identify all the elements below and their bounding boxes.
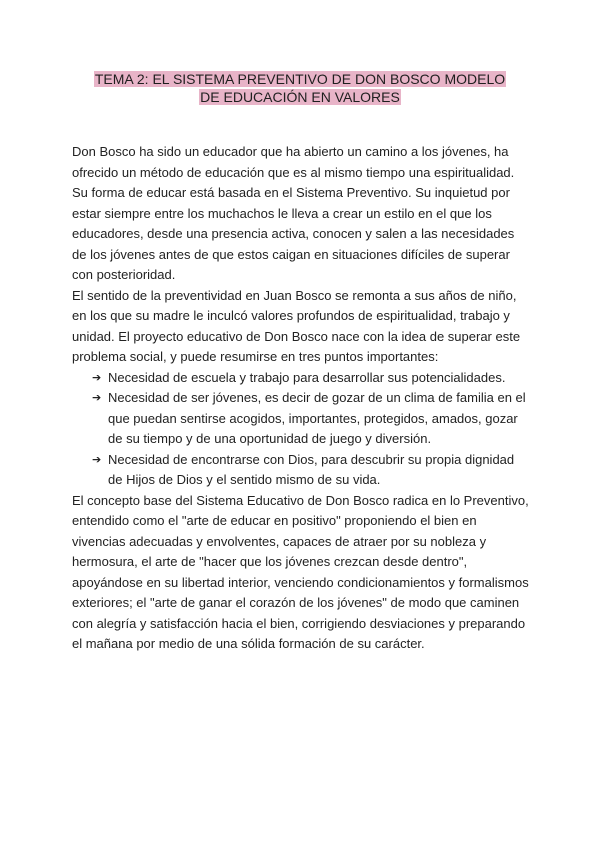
paragraph-intro: Don Bosco ha sido un educador que ha abierto un camino a los jóvenes, ha ofrecido un método de educación que es al mismo tiempo una espiritualidad. Su forma de educar está basada en el Sistema Preventivo. Su inquietud por estar siempre entre los muchachos le lleva a crear un estilo en el que los educadores, desde una presencia activa, conocen y salen a las necesidades de los jóvenes antes de que estos caigan en situaciones difíciles de superar con posterioridad. xyxy=(72,144,515,282)
title-line-2: DE EDUCACIÓN EN VALORES xyxy=(200,89,400,105)
bullet-text: Necesidad de ser jóvenes, es decir de gozar de un clima de familia en el que puedan sentirse acogidos, importantes, protegidos, amados, gozar de su tiempo y de una oportunidad de juego y diversión. xyxy=(108,390,526,446)
arrow-right-icon: ➔ xyxy=(92,453,102,466)
paragraph-preventividad: El sentido de la preventividad en Juan Bosco se remonta a sus años de niño, en los que su madre le inculcó valores profundos de espiritualidad, trabajo y unidad. El proyecto educativo de Don Bosco nace con la idea de superar este problema social, y puede resumirse en tres puntos importantes: xyxy=(72,287,521,364)
title-line-1: TEMA 2: EL SISTEMA PREVENTIVO DE DON BOSCO MODELO xyxy=(94,71,506,87)
bullet-text: Necesidad de encontrarse con Dios, para descubrir su propia dignidad de Hijos de Dios y el sentido mismo de su vida. xyxy=(108,451,515,487)
bullet-item xyxy=(92,388,532,450)
document-title xyxy=(72,70,528,106)
bullet-item xyxy=(92,368,532,389)
document-body xyxy=(72,142,532,655)
bullet-list xyxy=(72,368,532,491)
paragraph-concepto: El concepto base del Sistema Educativo de Don Bosco radica en lo Preventivo, entendido como el "arte de educar en positivo" proponiendo el bien en vivencias adecuadas y envolventes, capaces de atraer por su nobleza y hermosura, el arte de "hacer que los jóvenes crezcan desde dentro", apoyándose en su libertad interior, venciendo condicionamientos y formalismos exteriores; el "arte de ganar el corazón de los jóvenes" de modo que caminen con alegría y satisfacción hacia el bien, corrigiendo desviaciones y preparando el mañana por medio de una sólida formación de su carácter. xyxy=(72,492,529,651)
bullet-text: Necesidad de escuela y trabajo para desarrollar sus potencialidades. xyxy=(108,369,506,385)
arrow-right-icon: ➔ xyxy=(92,392,102,404)
bullet-item xyxy=(92,450,532,491)
arrow-right-icon: ➔ xyxy=(92,371,102,384)
